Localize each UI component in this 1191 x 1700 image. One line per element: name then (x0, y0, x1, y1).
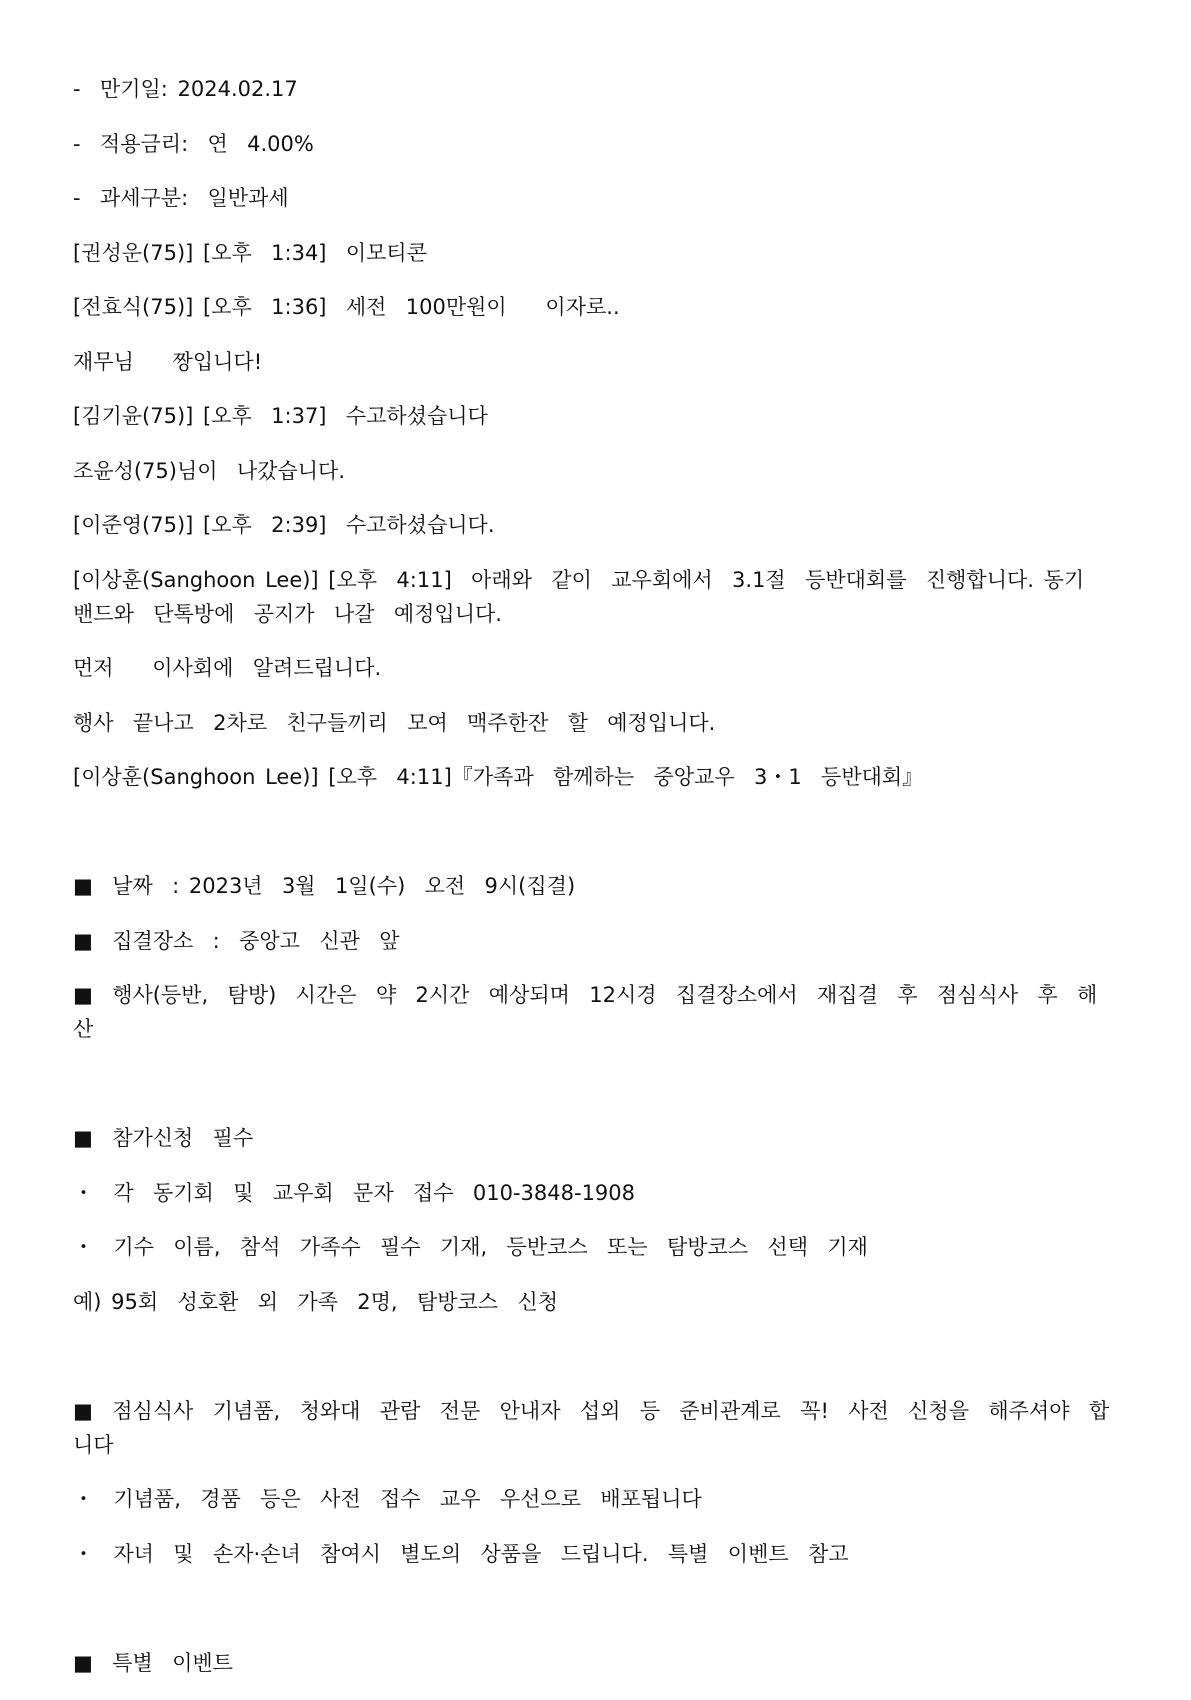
blank-line (73, 1339, 1113, 1373)
registration-example: 예) 95회 성호환 외 가족 2명, 탐방코스 신청 (73, 1289, 559, 1314)
blank-line (73, 1591, 1113, 1625)
event-date: ■ 날짜 : 2023년 3월 1일(수) 오전 9시(집결) (73, 874, 576, 898)
blank-line (73, 1067, 1113, 1101)
chat-message: 행사 끝나고 2차로 친구들끼리 모여 맥주한잔 할 예정입니다. (73, 710, 716, 735)
event-title-message: [이상훈(Sanghoon Lee)] [오후 4:11]『가족과 함께하는 중앙교우 3・1 등반대회』 (73, 765, 924, 789)
document-page (73, 72, 1113, 1700)
registration-item: ・ 기수 이름, 참석 가족수 필수 기재, 등반코스 또는 탐방코스 선택 기재 (73, 1235, 868, 1259)
tax-type-line: - 과세구분: 일반과세 (73, 186, 289, 210)
gift-item: ・ 자녀 및 손자·손녀 참여시 별도의 상품을 드립니다. 특별 이벤트 참고 (73, 1541, 849, 1566)
chat-notice: 조윤성(75)님이 나갔습니다. (73, 458, 345, 483)
special-event-heading: ■ 특별 이벤트 (73, 1650, 233, 1675)
chat-message: [이준영(75)] [오후 2:39] 수고하셨습니다. (73, 513, 495, 537)
chat-message: 재무님 짱입니다! (73, 349, 263, 374)
lunch-notice: ■ 점심식사 기념품, 청와대 관람 전문 안내자 섭외 등 준비관계로 꼭! 사전 신청을 해주셔야 합니다 (73, 1398, 1110, 1457)
registration-heading: ■ 참가신청 필수 (73, 1126, 254, 1150)
gift-item: ・ 기념품, 경품 등은 사전 접수 교우 우선으로 배포됩니다 (73, 1487, 702, 1511)
chat-message: [전효식(75)] [오후 1:36] 세전 100만원이 이자로.. (73, 295, 620, 319)
blank-line (73, 815, 1113, 849)
event-meeting-place: ■ 집결장소 : 중앙고 신관 앞 (73, 928, 400, 953)
chat-message: 먼저 이사회에 알려드립니다. (73, 656, 382, 680)
chat-message: [김기윤(75)] [오후 1:37] 수고하셨습니다 (73, 404, 488, 428)
event-schedule: ■ 행사(등반, 탐방) 시간은 약 2시간 예상되며 12시경 집결장소에서 재집결 후 점심식사 후 해산 (73, 983, 1098, 1041)
interest-rate-line: - 적용금리: 연 4.00% (73, 131, 314, 156)
maturity-date-line: - 만기일: 2024.02.17 (73, 77, 298, 101)
registration-item: ・ 각 동기회 및 교우회 문자 접수 010-3848-1908 (73, 1180, 636, 1205)
chat-message: [권성운(75)] [오후 1:34] 이모티콘 (73, 240, 427, 265)
chat-message: [이상훈(Sanghoon Lee)] [오후 4:11] 아래와 같이 교우회에서 3.1절 등반대회를 진행합니다. 동기 밴드와 단톡방에 공지가 나갈 예정입니다. (73, 567, 1104, 626)
